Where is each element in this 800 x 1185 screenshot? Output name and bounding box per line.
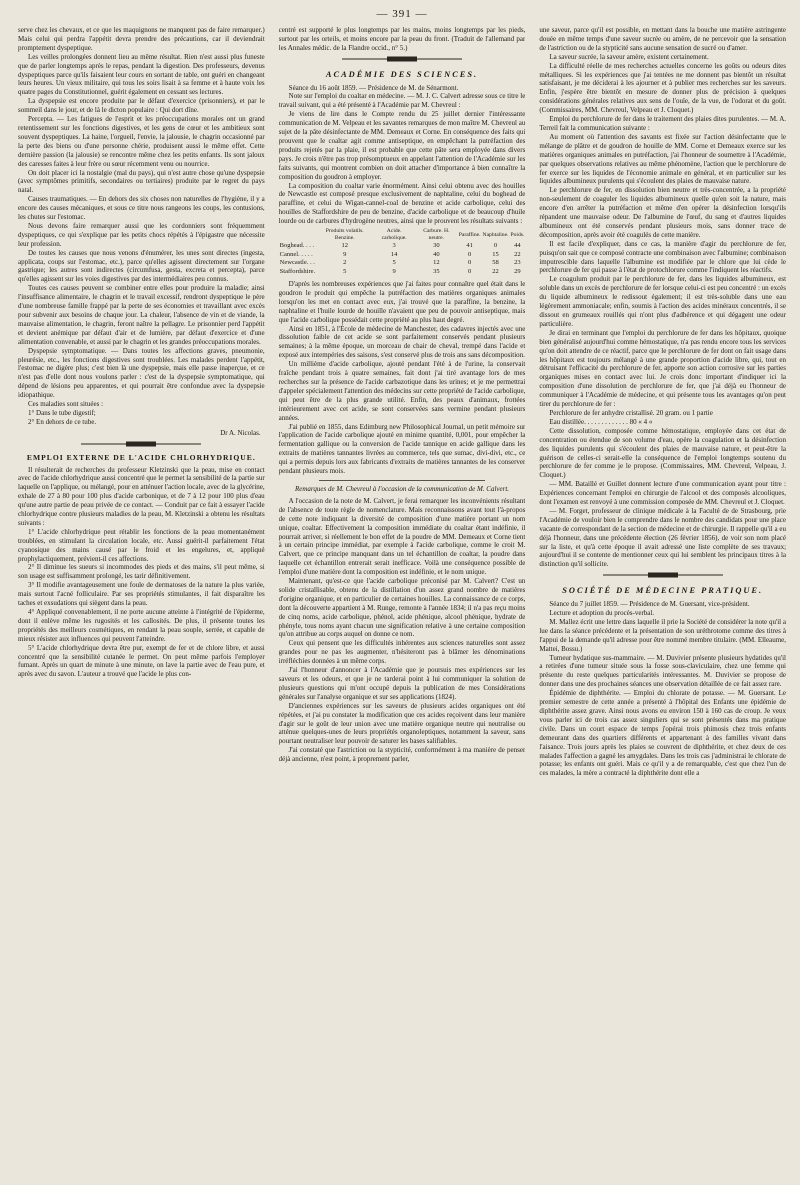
table-cell: 5 bbox=[343, 267, 347, 275]
section-title: ACADÉMIE DES SCIENCES. bbox=[325, 69, 479, 79]
column-3 bbox=[539, 26, 786, 1176]
table-cell: 23 bbox=[514, 259, 521, 267]
paragraph: Note sur l'emploi du coaltar en médecine. — M. J. C. Calvert adresse sous ce titre le travail suivant, qui a été présenté à l'Académie par M. Chevreul : bbox=[278, 92, 526, 110]
table-row bbox=[279, 251, 526, 260]
table-cell: 14 bbox=[390, 250, 398, 258]
table-cell: 41 bbox=[466, 242, 473, 250]
paragraph: La saveur sucrée, la saveur amère, existent certainement. bbox=[549, 52, 709, 61]
table-body bbox=[279, 242, 526, 276]
paragraph: — M. Forget, professeur de clinique médicale à la Faculté de de Strasbourg, prie l'Académie de vouloir bien le comprendre dans le nombre des candidats pour une place vacante de correspondant de la section de médecine et de chirurgie. Il rappelle qu'il a eu déjà l'honneur, dans une précédente élection (26 février 1856), de voir son nom placé sur la liste, et qu'à cette époque il avait adressé une liste complète de ses travaux; aujourd'hui il se contente de mentionner ceux qui lui semblent les principaux titres à la distinction qu'il sollicite. bbox=[539, 506, 786, 569]
table-header-cell: Produits volatils. Benzine. bbox=[325, 228, 364, 242]
table-cell: 0 bbox=[468, 259, 472, 267]
table-row bbox=[279, 268, 526, 277]
paragraph: La composition du coaltar varie énormément. Ainsi celui obtenu avec des houilles de Newcastle est composé presque exclusivement de naphtaline, celui du boghead de paraffine, et celui du Wigan-cannel-coal de benzine et acide carbolique, celui des houilles de Staffordshire de peu de benzine, d'acide carbolique et de beaucoup d'huile lourde ou de carbures d'hydrogène neutres, ainsi que le prouvent les résultats suivants : bbox=[278, 181, 526, 226]
table-cell: 9 bbox=[392, 267, 396, 275]
paragraph: centré est supporté le plus longtemps par les mains, moins longtemps par les pieds, surtout par les orteils, et moins encore par la peau du front. (Traduit de l'allemand par les Annales médic. de la Flandre occid., n° 5.) bbox=[278, 26, 526, 52]
paragraph: Tumeur hydatique sus-mammaire. — M. Duvivier présente plusieurs hydatides qu'il a retirées d'une tumeur située sous la fosse sous-claviculaire, chez une femme qui présente du reste quelques particularités intéressantes. M. Duvivier se propose de donner dans une des prochaines séances une observation détaillée de ce fait assez rare. bbox=[539, 653, 786, 689]
paragraph: Séance du 7 juillet 1859. — Présidence de M. Guersant, vice-président. bbox=[549, 600, 750, 609]
paragraph: La difficulté réelle de mes recherches actuelles concerne les goûts ou odeurs dites métalliques. Si les expériences que j'ai tentées ne me donnent pas bientôt un résultat satisfaisant, je me déciderai à les ajourner et à publier mes recherches sur les saveurs. Enfin, j'espère être bientôt en mesure de donner plus de précision à quelques considérations générales relatives aux sens de l'ouïe, de la vue, de l'odorat et du goût. (Commissaires, MM. Chevreul, Velpeau et J. Cloquet.) bbox=[539, 61, 786, 115]
paragraph: Perchlorure de fer anhydre cristallisé. 20 gram. ou 1 partie bbox=[549, 408, 713, 417]
table-header-cell: Acide. carbolique. bbox=[381, 228, 407, 242]
divider bbox=[319, 480, 486, 481]
ornament-icon bbox=[342, 56, 462, 62]
table-cell: 58 bbox=[492, 259, 499, 267]
columns bbox=[18, 26, 786, 1176]
paragraph: Il résulterait de recherches du professeur Kletzinski que la peau, mise en contact avec de l'acide chlorhydrique aussi concentré que le permet la sensibilité de la partie sur laquelle on l'applique, ou mélangé, pour en atténuer l'action locale, avec de la glycérine, exhale de 27 à 80 pour 100 plus d'acide carbonique, et de 7 à 12 pour 100 plus d'eau qu'une autre partie de peau privée de ce contact. — Conduit par ce fait à essayer l'acide chlorhydrique contre plusieurs maladies de la peau, M. Kletzinski a obtenu les résultats suivants : bbox=[18, 465, 265, 527]
table-cell: Newcastle. . . bbox=[279, 259, 315, 267]
paragraph: Ceux qui pensent que les difficultés inhérentes aux sciences naturelles sont assez grandes pour ne pas les augmenter, n'hésiteront pas à blâmer les dénominations irréfléchies données à un même corps. bbox=[278, 639, 526, 666]
paragraph: Je dirai en terminant que l'emploi du perchlorure de fer dans les hôpitaux, quoique bien généralisé aujourd'hui comme hémostatique, n'a pas rendu encore tous les services qu'on doit attendre de ce réactif, parce que le perchlorure de fer dont on fait usage dans les hôpitaux est toujours mélangé à une grande proportion d'acide libre, qui, tout en détruisant l'efficacité du perchlorure de fer, apporte son action corrosive sur les parties organiques mises en contact avec lui. Je crois donc important d'indiquer ici la composition d'une dissolution de perchlorure de fer, que j'ai déjà eu l'honneur de communiquer à l'Académie de médecine, et qui présente tous les avantages qu'on peut tirer du perchlorure de fer : bbox=[539, 328, 786, 409]
table-cell: 35 bbox=[433, 267, 440, 275]
table-cell: 30 bbox=[433, 242, 440, 250]
note-title: Remarques de M. Chevreul à l'occasion de la communication de M. Calvert. bbox=[294, 484, 510, 493]
table-cell: 22 bbox=[514, 250, 521, 258]
paragraph: serve chez les chevaux, et ce que les maquignons ne manquent pas de faire remarquer.) Mais celui qui perdra l'appétit devra prendre des précautions, car il deviendrait promptement dyspeptique. bbox=[18, 26, 265, 52]
paragraph: Le coagulum produit par le perchlorure de fer, dans les liquides albumineux, est soluble dans un excès de perchlorure de fer lorsque celui-ci est peu concentré : un excès du liquide albumineux le redissout également; il est très-soluble dans une eau légèrement ammoniacale; enfin, soumis à l'action des acides minéraux concentrés, il se dissout en grumeaux rouillés qui n'ont plus d'adhérence et qui dégagent une odeur particulière. bbox=[539, 275, 786, 328]
paragraph: Cette dissolution, composée comme hémostatique, employée dans cet état de concentration ou étendue de son volume d'eau, opère la coagulation et la désinfection des liquides purulents qui s'écoulent des plaies de mauvaise nature, et peut-être la guérison de celles-ci serait-elle la conséquence de l'emploi longtemps soutenu du perchlorure de fer comme je le propose. (Commissaires, MM. Chevreul, Velpeau, J. Cloquet.) bbox=[539, 426, 786, 480]
paragraph: Le perchlorure de fer, en dissolution bien neutre et très-concentrée, a la propriété non-seulement de coaguler les liquides albumineux quelle qu'en soit la nature, mais encore d'en arrêter la putréfaction et même d'en opérer la désinfection lorsqu'ils répandent une mauvaise odeur. De l'albumine de l'œuf, du sang et d'autres liquides albumineux ont été conservés pendant plusieurs mois, sans donner trace de décomposition, après avoir été coagulés de cette manière. bbox=[539, 186, 786, 239]
paragraph: Lecture et adoption du procès-verbal. bbox=[549, 609, 655, 617]
table-cell: 0 bbox=[468, 267, 472, 275]
paragraph: Au moment où l'attention des savants est fixée sur l'action désinfectante que le mélange de plâtre et de goudron de houille de MM. Corne et Demeaux exerce sur les matières organiques animales en putréfaction, j'ai l'honneur de soumettre à l'Académie, par quelques observations relatives au même phénomène, l'action que le perchlorure de fer exerce sur les liquides de l'économie animale en général, et en particulier sur les liquides albumineux purulents qui s'écoulent des plaies de mauvaise nature. bbox=[539, 132, 786, 186]
table-cell: 22 bbox=[492, 267, 499, 275]
column-2 bbox=[279, 26, 526, 1176]
table-header-cell: Naphtaline. bbox=[482, 231, 509, 238]
paragraph: 2° En dehors de ce tube. bbox=[28, 417, 97, 426]
paragraph: Ainsi en 1851, à l'École de médecine de Manchester, des cadavres injectés avec une dissolution faible de cet acide se sont parfaitement conservés pendant plusieurs semaines; à la même époque, un morceau de chair de cheval, trempé dans l'acide et exposé aux intempéries des saisons, s'est conservé plus de trois ans sans décomposition. bbox=[278, 324, 526, 360]
table-cell: 40 bbox=[433, 250, 440, 258]
paragraph: 2° Il diminue les sueurs si incommodes des pieds et des mains, s'il peut même, si son usage est suffisamment prolongé, les tarir définitivement. bbox=[18, 563, 265, 581]
paragraph: Toutes ces causes peuvent se combiner entre elles pour produire la maladie; ainsi l'insuffisance alimentaire, le chagrin et le travail excessif, rendront dyspeptique le père d'une nombreuse famille frappé par la perte de ses économies et travaillant avec excès pour subvenir aux besoins de chaque jour. La chaleur, l'absence de vin et de viande, la mauvaise alimentation, le chagrin, feront naître la pellagre. Le prisonnier perd l'appétit et devient anémique par défaut d'air et de lumière, par défaut d'exercice et d'une alimentation convenable, et aussi par le chagrin et les grandes préoccupations morales. bbox=[18, 284, 265, 346]
table-header-cell: Paraffine. bbox=[458, 231, 481, 238]
table-header-cell: Poids. bbox=[510, 231, 525, 238]
paragraph: Épidémie de diphthérite. — Emploi du chlorate de potasse. — M. Guersant. Le premier semestre de cette année a présenté à l'hôpital des Enfants une épidémie de diphthérite assez grave. Ainsi nous avons eu environ 150 à 160 cas de croup. Je veux vous parler ici de trois cas assez singuliers qui se sont présentés dans ma pratique civile. Dans un court espace de temps j'opérai trois phimosis chez trois enfants demeurant dans des quartiers différents et appartenant à des familles vivant dans l'aisance. Trois jours après les plaies se couvrent de diphthérite, et chez deux de ces malades l'affection a gagné les amygdales. Dans les trois cas j'administrai le chlorate de potasse; les enfants ont guéri. Mais ce qu'il y a de remarquable, c'est que chez l'un de ces malades, la mère a contracté la diphthérite dont elle a bbox=[539, 689, 786, 778]
paragraph: Ces maladies sont situées : bbox=[28, 400, 104, 409]
paragraph: D'anciennes expériences sur les saveurs de plusieurs acides organiques ont été répétées, et j'ai pu constater la modification que ces acides reçoivent dans leur manière d'agir sur le goût de leur union avec une matière organique neutre qui neutralise ou atténue quelques-unes de leurs propriétés organoleptiques, notamment la saveur, sans pourtant neutraliser leur pouvoir de saturer les bases salifiables. bbox=[278, 701, 526, 746]
table-cell: Cannel. . . . . bbox=[279, 250, 313, 258]
column-1 bbox=[18, 26, 265, 1176]
paragraph: Je viens de lire dans le Compte rendu du 25 juillet dernier l'intéressante communication de M. Velpeau et les savantes remarques de mon maître M. Chevreul au sujet de la pâte désinfectante de MM. Demeaux et Corne. En conséquence des faits qui prouvent que le coaltar agit comme antiseptique, en empêchant la putréfaction des produits rejetés par la plaie, il est probable que cette pâte sera employée dans divers pays. Je crois n'être pas trop présomptueux en appelant l'attention de l'Académie sur les faits suivants, qui montrent combien on doit attacher d'importance à bien connaître la composition du goudron à employer. bbox=[278, 110, 526, 181]
paragraph: Nous devons faire remarquer aussi que les cordonniers sont fréquemment dyspeptiques, ce qui s'explique par les petits chocs répétés à l'épigastre que nécessite leur profession. bbox=[18, 221, 265, 248]
paragraph: 1° L'acide chlorhydrique peut rétablir les fonctions de la peau momentanément troublées, en stimulant la circulation locale, etc. Aussi guérit-il parfaitement l'état cyanosique des mains causé par le froid et les engelures, et, appliqué prophylactiquement, prévient-il ces affections. bbox=[18, 527, 265, 563]
table-cell: 12 bbox=[433, 259, 440, 267]
table-cell: 3 bbox=[392, 242, 396, 250]
table-cell: 0 bbox=[493, 242, 498, 250]
paragraph: 5° L'acide chlorhydrique devra être pur, exempt de fer et de chlore libre, et aussi concentré que la sensibilité cutanée le permet. On peut même parfois l'employer fumant. Après un quart de minute à une minute, on lave la partie avec de l'eau pure, et après avec du savon. L'auteur a trouvé que l'acide le plus con- bbox=[18, 643, 265, 679]
table-cell: 29 bbox=[514, 267, 521, 275]
paragraph: une saveur, parce qu'il est possible, en mettant dans la bouche une matière astringente douée en même temps d'une saveur sucrée ou amère, de ne percevoir que la sensation de l'astriction ou de la stypticité sans aucune sensation de sucré ou d'amer. bbox=[539, 26, 786, 52]
paragraph: Eau distillée. . . . . . . . . . . . . 80 « 4 « bbox=[549, 417, 653, 426]
ornament-divider bbox=[18, 441, 265, 450]
table-header-cell bbox=[279, 228, 316, 242]
paragraph: Un millième d'acide carbolique, ajouté pendant l'été à de l'urine, la conservait fraîche pendant trois à quatre semaines, fait dont j'ai tiré avantage lors de mes recherches sur la présence de l'acide carbazotique dans les urines; et je me permettrai d'appeler spécialement l'attention des médecins sur cette propriété de l'acide carbolique, qui peut être de la plus grande utilité. Enfin, des peaux d'animaux, frottées intérieurement avec cet acide, se sont conservées sans vermine pendant plusieurs années. bbox=[278, 360, 526, 422]
section-title: EMPLOI EXTERNE DE L'ACIDE CHLORHYDRIQUE. bbox=[26, 452, 256, 462]
paragraph: D'après les nombreuses expériences que j'ai faites pour connaître quel était dans le goudron le produit qui empêche la putréfaction des matières organiques animales lorsqu'on les met en contact avec eux, j'ai trouvé que la paraffine, la benzine, la naphtaline et l'huile lourde de houille n'avaient que peu de pouvoir antiseptique, mais que l'acide carbolique possédait cette propriété au plus haut degré. bbox=[278, 280, 526, 324]
table-row bbox=[279, 242, 526, 251]
paragraph: — MM. Bataillé et Guillet donnent lecture d'une communication ayant pour titre : Expériences concernant l'emploi en chirurgie de l'alcool et des composés alcooliques, dont l'examen est renvoyé à une commission composée de MM. Chevreul et J. Cloquet. bbox=[539, 480, 786, 507]
table-cell: 9 bbox=[343, 250, 347, 258]
paragraph: J'ai l'honneur d'annoncer à l'Académie que je poursuis mes expériences sur les saveurs et les odeurs, et que je ne tarderai point à lui communiquer la solution de plusieurs questions qui m'ont occupé depuis la publication de mes Considérations générales sur l'analyse organique et sur ses applications (1824). bbox=[278, 666, 526, 701]
table-cell: 15 bbox=[492, 250, 499, 258]
table-row bbox=[279, 259, 526, 268]
table-cell: 5 bbox=[392, 259, 396, 267]
section-title: SOCIÉTÉ DE MÉDECINE PRATIQUE. bbox=[562, 586, 764, 596]
author-signature: Dr A. Nicolas. bbox=[220, 428, 261, 437]
paragraph: Percepta. — Les fatigues de l'esprit et les préoccupations morales ont un grand retentissement sur les fonctions digestives, et les gens de cœur et les ambitieux sont souvent dyspeptiques. La haine, l'orgueil, l'envie, la jalousie, le chagrin occasionné par la perte des biens ou d'une personne chérie, produisent aussi le même effet. Cette dernière passion (la jalousie) se rencontre même chez les petits enfants. Ils sont jaloux des caresses faites à leur frère ou sœur récemment venu ou nourrice. bbox=[18, 115, 265, 168]
paragraph: M. Mallez écrit une lettre dans laquelle il prie la Société de considérer la note qu'il a lue dans la séance précédente et la présentation de son uréthrotome comme des titres à l'appui de la demande qu'il adresse pour être nommé membre titulaire. (MM. Elleaume, Mattei, Bossu.) bbox=[539, 617, 786, 653]
paragraph: 4° Appliqué convenablement, il ne porte aucune atteinte à l'intégrité de l'épiderme, dont il enlève même les rugosités et les callosités. De plus, il présente toutes les propriétés des meilleurs cosmétiques, en rendant la peau souple, serrée, et capable de mieux résister aux influences qui peuvent l'atteindre. bbox=[18, 608, 265, 643]
paragraph: J'ai constaté que l'astriction ou la stypticité, conformément à ma manière de penser déjà ancienne, n'est point, à proprement parler, bbox=[278, 746, 526, 764]
paragraph: A l'occasion de la note de M. Calvert, je ferai remarquer les inconvénients résultant de l'absence de toute règle de nomenclature. Mais reconnaissons avant tout l'à-propos de cette note indiquant la diversité de composition d'une matière portant un nom unique, coaltar. Effectivement la composition immédiate du coaltar étant indéfinie, il pourrait arriver, si réellement le bon effet de la poudre de MM. Demeaux et Corne tient à un certain principe immédiat, par exemple à l'acide carbolique, comme le croit M. Calvert, que ce principe manquant dans un tel échantillon de coaltar, la poudre dans laquelle cet échantillon entrerait serait inefficace. Voilà une conséquence possible de l'emploi d'une matière dont la composition est indéfinie, et le nom unique. bbox=[278, 496, 526, 577]
table-cell: 12 bbox=[341, 242, 348, 250]
paragraph: Il est facile d'expliquer, dans ce cas, la manière d'agir du perchlorure de fer, puisqu'on sait que ce composé contracte une combinaison avec l'albumine; combinaison imputrescible dans laquelle l'albumine est modifiée par le chlore que lui cède le perchlorure de fer qui passe à l'état de protochlorure comme l'indiquent les réactifs. bbox=[539, 239, 786, 275]
table-cell: Boghead. . . . bbox=[279, 242, 315, 250]
table-cell: 0 bbox=[468, 250, 472, 258]
paragraph: Causes traumatiques. — En dehors des six choses non naturelles de l'hygiène, il y a encore des causes mécaniques, et sous ce titre nous rangeons les coups, les contusions, les chutes sur l'estomac. bbox=[18, 195, 265, 222]
table-cell: 44 bbox=[514, 242, 521, 250]
table-cell: 2 bbox=[343, 259, 347, 267]
paragraph: On doit placer ici la nostalgie (mal du pays), qui n'est autre chose qu'une dyspepsie (avec symptômes primitifs, secondaires ou tertiaires) produite par le regret du pays natal. bbox=[18, 168, 265, 195]
ornament-divider bbox=[539, 572, 786, 581]
paragraph: J'ai publié en 1855, dans Edimburg new Philosophical Journal, un petit mémoire sur l'application de l'acide carbolique ajouté en minime quantité, 0,001, pour empêcher la fermentation gallique ou la conversion de l'acide tannique en acide gallique dans les extraits de matières tannantes livrées au commerce, tels que sumac, divi-divi, etc., ce qui a permis depuis lors aux fabricants d'extraits de matières tannantes de les conserver pendant plusieurs mois. bbox=[278, 422, 526, 476]
ornament-icon bbox=[81, 441, 201, 447]
paragraph: Emploi du perchlorure de fer dans le traitement des plaies dites purulentes. — M. A. Terreil fait la communication suivante : bbox=[539, 115, 786, 132]
paragraph: De toutes les causes que nous venons d'énumérer, les unes sont directes (ingesta, applicata, coups sur l'estomac, etc.), parce qu'elles agissent directement sur l'organe gastrique; les autres sont indirectes (circumfusa, gesta, excreta et percepta), parce qu'elles agissent sur les voies digestives par des intermédiaires peu connus. bbox=[18, 248, 265, 284]
ornament-divider bbox=[279, 56, 526, 65]
paragraph: Maintenant, qu'est-ce que l'acide carbolique préconisé par M. Calvert? C'est un solide cristallisable, obtenu de la distillation d'un assez grand nombre de matières d'origine organique, et en particulier de certaines houilles. La connaissance de ce corps, dont la découverte appartient à M. Runge, remonte à l'année 1834; il n'a pas reçu moins de cinq noms, acide carbolique, phénol, acide phénique, alcool phénique, hydrate de phényle, tous noms ayant chacun une signification relative à une certaine composition qu'on attribue au corps auquel on donne ce nom. bbox=[278, 577, 526, 639]
paragraph: Les veilles prolongées donnent lieu au même résultat. Rien n'est aussi plus funeste que de parler longtemps après le repas, pendant la digestion. Des professeurs, devenus dyspeptiques parce qu'ils faisaient leur cours en sortant de table, ont guéri en changeant leurs heures. Un vieux militaire, qui tous les soirs lisait à sa femme et à haute voix les quatre pages du Constitutionnel, guérit également en cessant ses lectures. bbox=[18, 52, 265, 97]
table-header-cell: Carbure. H. neutre. bbox=[423, 228, 450, 242]
paragraph: La dyspepsie est encore produite par le défaut d'exercice (prisonniers), et par le sommeil dans le jour, et de là le dicton populaire : Qui dort dîne. bbox=[18, 97, 265, 115]
page-number: — 391 — bbox=[376, 8, 428, 20]
paragraph: Séance du 16 août 1859. — Présidence de M. de Sénarmont. bbox=[288, 83, 459, 92]
table-cell: Staffordshire. bbox=[279, 267, 316, 275]
composition-table bbox=[279, 228, 526, 276]
table-header-row bbox=[279, 228, 526, 242]
paragraph: 3° Il modifie avantageusement une foule de dermatoses de la nature la plus variée, mais surtout l'acné folliculaire. Par ses propriétés stimulantes, il fait disparaître les taches et exsudations qui siègent dans la peau. bbox=[18, 581, 265, 608]
paragraph: 1° Dans le tube digestif; bbox=[28, 408, 96, 417]
paragraph: Dyspepsie symptomatique. — Dans toutes les affections graves, pneumonie, pleurésie, etc., les fonctions digestives sont troublées. Les malades perdent l'appétit, l'estomac ne digère plus; c'est bien là une dyspepsie, mais elle passe inaperçue, et ce n'est pas d'elle dont nous voulons parler : c'est de la dyspepsie symptomatique, qui dépend de lésions peu apparentes, et qui pourrait être confondue avec la dyspepsie idiopathique. bbox=[18, 346, 265, 400]
ornament-icon bbox=[603, 572, 723, 578]
